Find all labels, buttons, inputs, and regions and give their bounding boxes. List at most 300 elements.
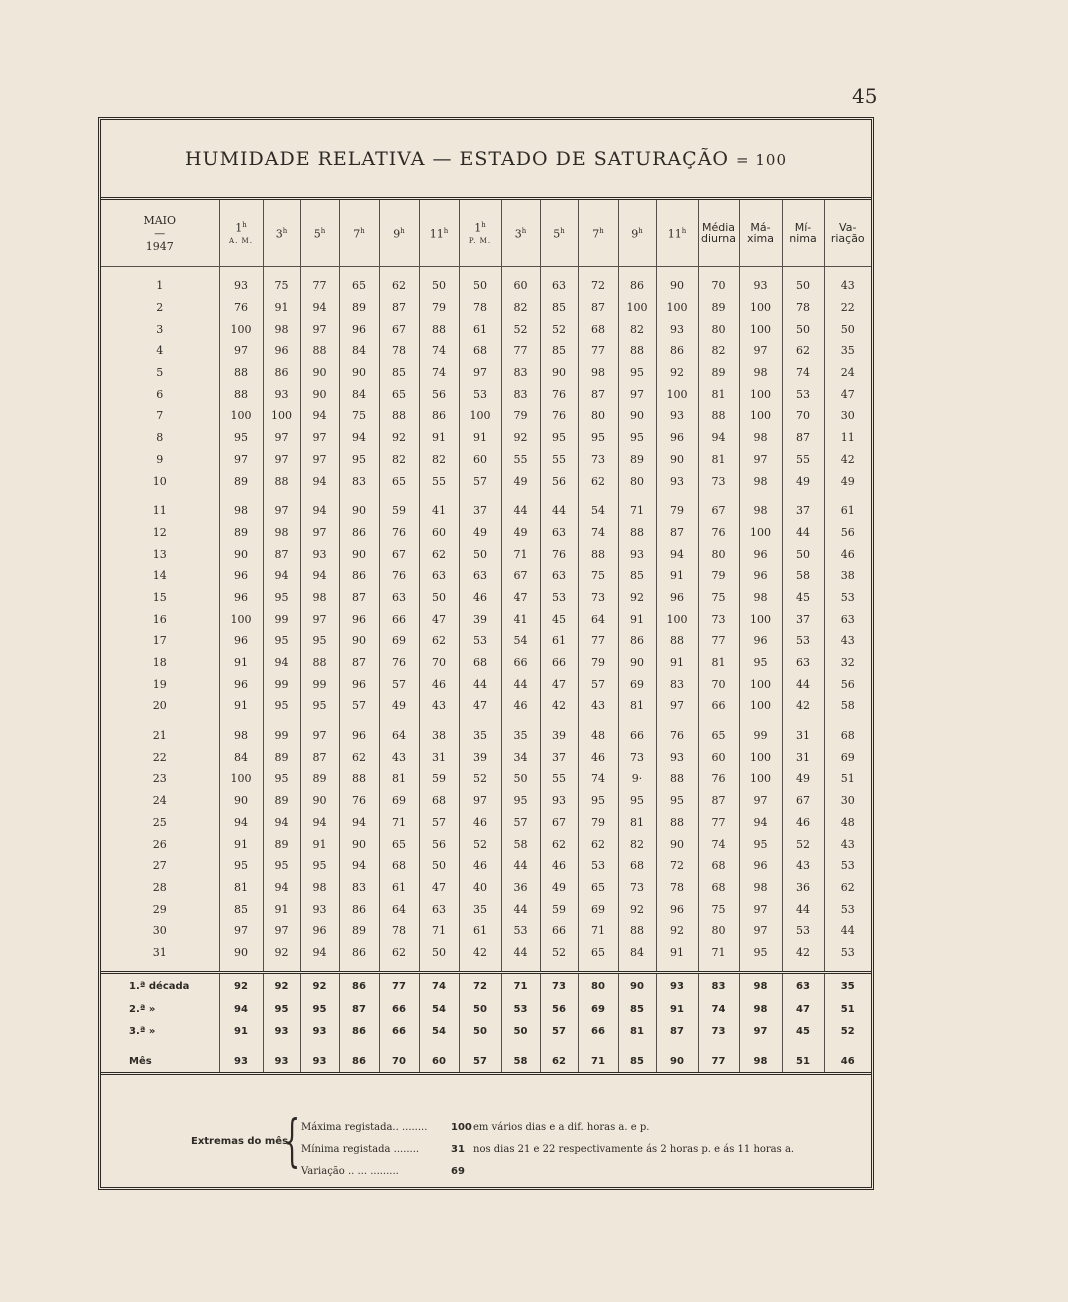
spacer-cell (459, 267, 501, 276)
humidity-cell: 67 (379, 318, 419, 340)
humidity-cell: 76 (656, 725, 698, 747)
spacer-cell (578, 1042, 618, 1050)
summary-cell: 50 (501, 1020, 540, 1042)
humidity-cell: 97 (219, 449, 263, 471)
hour-header (419, 200, 459, 267)
humidity-cell: 36 (782, 877, 824, 899)
humidity-cell: 88 (656, 768, 698, 790)
humidity-cell: 97 (263, 427, 300, 449)
humidity-cell: 97 (300, 318, 339, 340)
humidity-table (101, 200, 871, 1075)
humidity-cell: 73 (618, 746, 656, 768)
table-row (101, 942, 871, 964)
humidity-cell: 94 (300, 565, 339, 587)
humidity-cell: 65 (578, 942, 618, 964)
humidity-cell: 98 (263, 318, 300, 340)
humidity-cell: 77 (300, 275, 339, 297)
humidity-cell: 24 (824, 362, 871, 384)
humidity-cell: 97 (263, 920, 300, 942)
humidity-cell: 66 (618, 725, 656, 747)
humidity-cell: 50 (782, 318, 824, 340)
summary-cell: 35 (824, 973, 871, 999)
humidity-cell: 50 (419, 275, 459, 297)
humidity-cell: 80 (698, 543, 739, 565)
summary-cell: 69 (578, 998, 618, 1020)
humidity-cell: 88 (263, 470, 300, 492)
humidity-cell: 94 (300, 812, 339, 834)
humidity-cell: 79 (419, 297, 459, 319)
humidity-cell: 78 (379, 340, 419, 362)
humidity-cell: 99 (263, 725, 300, 747)
humidity-cell: 94 (263, 877, 300, 899)
humidity-cell: 78 (459, 297, 501, 319)
summary-row (101, 1050, 871, 1074)
day-number: 20 (152, 699, 167, 713)
day-number: 5 (156, 366, 164, 380)
humidity-cell: 79 (578, 652, 618, 674)
spacer-cell (618, 492, 656, 500)
humidity-cell: 91 (263, 898, 300, 920)
extreme-value: 31 (451, 1144, 465, 1155)
humidity-cell: 62 (379, 275, 419, 297)
humidity-cell: 96 (656, 427, 698, 449)
humidity-cell: 98 (300, 877, 339, 899)
summary-cell: 77 (698, 1050, 739, 1074)
humidity-cell: 97 (300, 522, 339, 544)
humidity-cell: 56 (824, 522, 871, 544)
humidity-cell: 88 (219, 362, 263, 384)
table-row (101, 449, 871, 471)
humidity-cell: 98 (739, 362, 782, 384)
humidity-cell: 88 (379, 405, 419, 427)
spacer-cell (379, 492, 419, 500)
summary-cell: 93 (656, 973, 698, 999)
humidity-cell: 49 (540, 877, 578, 899)
humidity-cell: 56 (824, 673, 871, 695)
humidity-cell: 89 (300, 768, 339, 790)
variacao-header-line: riação (830, 232, 865, 245)
humidity-cell: 100 (739, 297, 782, 319)
humidity-cell: 85 (540, 340, 578, 362)
humidity-cell: 96 (739, 543, 782, 565)
humidity-cell: 95 (219, 855, 263, 877)
humidity-cell: 89 (339, 297, 379, 319)
summary-cell: 52 (824, 1020, 871, 1042)
summary-cell: 92 (300, 973, 339, 999)
humidity-cell: 44 (459, 673, 501, 695)
humidity-cell: 87 (339, 652, 379, 674)
humidity-cell: 94 (300, 500, 339, 522)
summary-cell: 71 (501, 973, 540, 999)
humidity-cell: 77 (698, 630, 739, 652)
spacer-cell (263, 492, 300, 500)
summary-cell: 72 (459, 973, 501, 999)
summary-label: 1.ª década (101, 973, 219, 999)
spacer-cell (618, 963, 656, 973)
summary-cell: 77 (379, 973, 419, 999)
humidity-cell: 87 (698, 790, 739, 812)
humidity-cell: 79 (578, 812, 618, 834)
hour-number: 11 (667, 227, 682, 241)
humidity-cell: 97 (739, 920, 782, 942)
humidity-cell: 49 (782, 768, 824, 790)
hour-number: 7 (353, 227, 361, 241)
humidity-cell: 80 (698, 318, 739, 340)
summary-cell: 86 (339, 1020, 379, 1042)
table-row (101, 920, 871, 942)
humidity-cell: 52 (782, 833, 824, 855)
humidity-cell: 46 (459, 812, 501, 834)
hour-number: 3 (275, 227, 283, 241)
humidity-cell: 87 (339, 587, 379, 609)
hour-suffix: h (400, 227, 405, 236)
summary-cell: 90 (656, 1050, 698, 1074)
humidity-cell: 97 (739, 340, 782, 362)
spacer-cell (300, 1042, 339, 1050)
humidity-cell: 99 (263, 673, 300, 695)
maxima-header-line: Má- (750, 221, 771, 234)
humidity-cell: 100 (739, 746, 782, 768)
humidity-cell: 100 (739, 695, 782, 717)
title-box (101, 120, 871, 200)
summary-cell: 98 (739, 998, 782, 1020)
humidity-cell: 44 (824, 920, 871, 942)
humidity-cell: 86 (339, 898, 379, 920)
humidity-cell: 30 (824, 405, 871, 427)
humidity-cell: 67 (782, 790, 824, 812)
humidity-cell: 68 (459, 652, 501, 674)
table-row (101, 383, 871, 405)
hour-suffix: h (443, 227, 449, 236)
humidity-cell: 89 (219, 470, 263, 492)
humidity-cell: 93 (540, 790, 578, 812)
humidity-cell: 58 (501, 833, 540, 855)
day-number: 7 (156, 409, 164, 423)
humidity-cell: 81 (379, 768, 419, 790)
humidity-cell: 75 (578, 565, 618, 587)
title-text: HUMIDADE RELATIVA — ESTADO DE SATURAÇÃO (184, 147, 729, 170)
table-body (101, 267, 871, 1074)
day-number: 1 (156, 279, 164, 293)
table-row (101, 608, 871, 630)
summary-cell: 47 (782, 998, 824, 1020)
humidity-cell: 56 (419, 383, 459, 405)
day-number: 19 (152, 677, 167, 691)
humidity-cell: 100 (739, 318, 782, 340)
humidity-cell: 53 (501, 920, 540, 942)
spacer-cell (379, 963, 419, 973)
humidity-cell: 71 (501, 543, 540, 565)
humidity-cell: 82 (618, 318, 656, 340)
humidity-cell: 83 (656, 673, 698, 695)
humidity-cell: 94 (656, 543, 698, 565)
humidity-cell: 41 (501, 608, 540, 630)
humidity-cell: 55 (501, 449, 540, 471)
hour-header (379, 200, 419, 267)
extreme-label: Variação .. ... ......... (301, 1166, 399, 1177)
summary-cell: 53 (501, 998, 540, 1020)
summary-cell: 73 (540, 973, 578, 999)
humidity-cell: 50 (782, 543, 824, 565)
media-header-line: diurna (700, 232, 737, 245)
humidity-cell: 90 (300, 790, 339, 812)
humidity-cell: 87 (379, 297, 419, 319)
humidity-cell: 95 (300, 855, 339, 877)
spacer-cell (578, 717, 618, 725)
spacer-cell (618, 267, 656, 276)
hour-number: 5 (553, 227, 561, 241)
summary-label: Mês (101, 1050, 219, 1074)
summary-cell: 80 (578, 973, 618, 999)
humidity-cell: 59 (419, 768, 459, 790)
humidity-cell: 79 (656, 500, 698, 522)
humidity-cell: 57 (419, 812, 459, 834)
humidity-cell: 67 (379, 543, 419, 565)
hour-number: 9 (631, 227, 639, 241)
extremes-section (101, 1106, 871, 1186)
humidity-cell: 82 (501, 297, 540, 319)
spacer-cell (219, 1042, 263, 1050)
humidity-cell: 82 (698, 340, 739, 362)
summary-cell: 50 (459, 998, 501, 1020)
humidity-cell: 49 (501, 522, 540, 544)
humidity-cell: 55 (782, 449, 824, 471)
spacer-cell (739, 1042, 782, 1050)
spacer-cell (459, 1042, 501, 1050)
humidity-cell: 73 (698, 608, 739, 630)
humidity-cell: 47 (501, 587, 540, 609)
humidity-cell: 100 (219, 608, 263, 630)
humidity-cell: 88 (656, 812, 698, 834)
humidity-cell: 62 (379, 942, 419, 964)
humidity-cell: 49 (379, 695, 419, 717)
hour-suffix: h (560, 227, 565, 236)
humidity-cell: 46 (824, 543, 871, 565)
humidity-cell: 62 (419, 543, 459, 565)
humidity-cell: 100 (263, 405, 300, 427)
hour-suffix: h (599, 227, 604, 236)
spacer-cell (419, 1042, 459, 1050)
variacao-header (824, 200, 871, 267)
humidity-cell: 66 (540, 652, 578, 674)
table-row (101, 522, 871, 544)
spacer-cell (501, 717, 540, 725)
humidity-cell: 88 (339, 768, 379, 790)
day-number: 4 (156, 344, 164, 358)
spacer-cell (656, 717, 698, 725)
table-row (101, 543, 871, 565)
humidity-cell: 68 (698, 855, 739, 877)
media-header-line: Média (701, 221, 736, 234)
humidity-cell: 65 (379, 470, 419, 492)
table-row (101, 405, 871, 427)
humidity-cell: 90 (219, 942, 263, 964)
humidity-cell: 91 (219, 833, 263, 855)
humidity-cell: 57 (459, 470, 501, 492)
humidity-cell: 100 (739, 383, 782, 405)
humidity-cell: 37 (782, 608, 824, 630)
humidity-cell: 63 (459, 565, 501, 587)
humidity-cell: 100 (739, 673, 782, 695)
humidity-cell: 75 (263, 275, 300, 297)
humidity-cell: 71 (419, 920, 459, 942)
hour-suffix: h (481, 220, 486, 229)
day-number: 15 (152, 590, 167, 604)
humidity-cell: 52 (540, 942, 578, 964)
humidity-cell: 69 (824, 746, 871, 768)
humidity-cell: 91 (618, 608, 656, 630)
humidity-cell: 42 (459, 942, 501, 964)
humidity-cell: 44 (501, 942, 540, 964)
humidity-cell: 94 (300, 405, 339, 427)
day-number: 6 (156, 387, 164, 401)
humidity-cell: 46 (419, 673, 459, 695)
spacer-cell (459, 963, 501, 973)
humidity-cell: 76 (379, 522, 419, 544)
humidity-cell: 63 (782, 652, 824, 674)
humidity-cell: 89 (698, 362, 739, 384)
humidity-cell: 97 (618, 383, 656, 405)
hour-header (263, 200, 300, 267)
humidity-cell: 100 (656, 383, 698, 405)
humidity-cell: 64 (578, 608, 618, 630)
humidity-cell: 95 (263, 695, 300, 717)
summary-cell: 87 (339, 998, 379, 1020)
humidity-cell: 76 (698, 768, 739, 790)
humidity-cell: 76 (379, 652, 419, 674)
humidity-cell: 54 (578, 500, 618, 522)
humidity-cell: 50 (419, 855, 459, 877)
spacer-cell (219, 267, 263, 276)
summary-cell: 74 (419, 973, 459, 999)
spacer-cell (698, 492, 739, 500)
humidity-cell: 37 (782, 500, 824, 522)
humidity-cell: 97 (656, 695, 698, 717)
hour-period: A. M. (229, 237, 253, 246)
summary-cell: 90 (618, 973, 656, 999)
humidity-cell: 57 (501, 812, 540, 834)
humidity-cell: 56 (540, 470, 578, 492)
humidity-cell: 93 (656, 405, 698, 427)
humidity-cell: 83 (339, 470, 379, 492)
humidity-cell: 96 (739, 855, 782, 877)
spacer-row (101, 717, 871, 725)
humidity-cell: 71 (698, 942, 739, 964)
humidity-cell: 47 (419, 877, 459, 899)
humidity-cell: 47 (540, 673, 578, 695)
hour-number: 1 (235, 221, 243, 235)
summary-cell: 94 (219, 998, 263, 1020)
summary-cell: 50 (459, 1020, 501, 1042)
humidity-cell: 90 (339, 362, 379, 384)
humidity-cell: 100 (219, 318, 263, 340)
humidity-cell: 95 (300, 630, 339, 652)
humidity-cell: 90 (300, 362, 339, 384)
humidity-cell: 71 (379, 812, 419, 834)
humidity-cell: 87 (782, 427, 824, 449)
hour-header (300, 200, 339, 267)
extreme-row-var (301, 1166, 473, 1177)
humidity-cell: 84 (339, 383, 379, 405)
summary-cell: 56 (540, 998, 578, 1020)
spacer-cell (501, 963, 540, 973)
spacer-cell (379, 1042, 419, 1050)
day-number: 13 (152, 547, 167, 561)
humidity-cell: 88 (219, 383, 263, 405)
humidity-cell: 43 (782, 855, 824, 877)
day-number: 12 (152, 525, 167, 539)
humidity-cell: 68 (419, 790, 459, 812)
humidity-cell: 96 (656, 587, 698, 609)
table-row (101, 833, 871, 855)
humidity-cell: 94 (300, 470, 339, 492)
humidity-cell: 56 (419, 833, 459, 855)
humidity-cell: 63 (419, 565, 459, 587)
spacer-cell (263, 717, 300, 725)
day-number: 3 (156, 322, 164, 336)
humidity-cell: 95 (300, 695, 339, 717)
humidity-cell: 81 (698, 449, 739, 471)
day-number: 9 (156, 452, 164, 466)
minima-header-line: nima (789, 232, 817, 245)
table-row (101, 470, 871, 492)
spacer-cell (501, 1042, 540, 1050)
maxima-header-line: xima (746, 232, 775, 245)
summary-cell: 93 (300, 1050, 339, 1074)
humidity-cell: 90 (300, 383, 339, 405)
table-row (101, 768, 871, 790)
summary-cell: 63 (782, 973, 824, 999)
hour-header (339, 200, 379, 267)
humidity-cell: 90 (656, 275, 698, 297)
humidity-cell: 44 (501, 855, 540, 877)
humidity-cell: 90 (339, 500, 379, 522)
spacer-cell (656, 963, 698, 973)
humidity-cell: 81 (698, 383, 739, 405)
humidity-cell: 47 (419, 608, 459, 630)
humidity-cell: 78 (782, 297, 824, 319)
humidity-cell: 98 (739, 587, 782, 609)
hour-number: 9 (393, 227, 401, 241)
spacer-cell (739, 963, 782, 973)
humidity-cell: 74 (782, 362, 824, 384)
spacer-cell (300, 963, 339, 973)
table-row (101, 275, 871, 297)
humidity-cell: 76 (379, 565, 419, 587)
humidity-cell: 40 (459, 877, 501, 899)
humidity-cell: 91 (263, 297, 300, 319)
humidity-cell: 97 (219, 920, 263, 942)
header-row (101, 200, 871, 267)
humidity-cell: 85 (618, 565, 656, 587)
spacer-cell (501, 267, 540, 276)
humidity-cell: 91 (656, 565, 698, 587)
spacer-cell (782, 963, 824, 973)
humidity-cell: 65 (578, 877, 618, 899)
humidity-cell: 53 (578, 855, 618, 877)
humidity-cell: 43 (824, 833, 871, 855)
spacer-cell (339, 717, 379, 725)
humidity-cell: 52 (459, 833, 501, 855)
humidity-cell: 97 (739, 449, 782, 471)
humidity-cell: 85 (540, 297, 578, 319)
spacer-cell (501, 492, 540, 500)
humidity-cell: 88 (656, 630, 698, 652)
extreme-row-min (301, 1144, 794, 1155)
spacer-cell (219, 963, 263, 973)
humidity-cell: 96 (339, 608, 379, 630)
table-row (101, 855, 871, 877)
